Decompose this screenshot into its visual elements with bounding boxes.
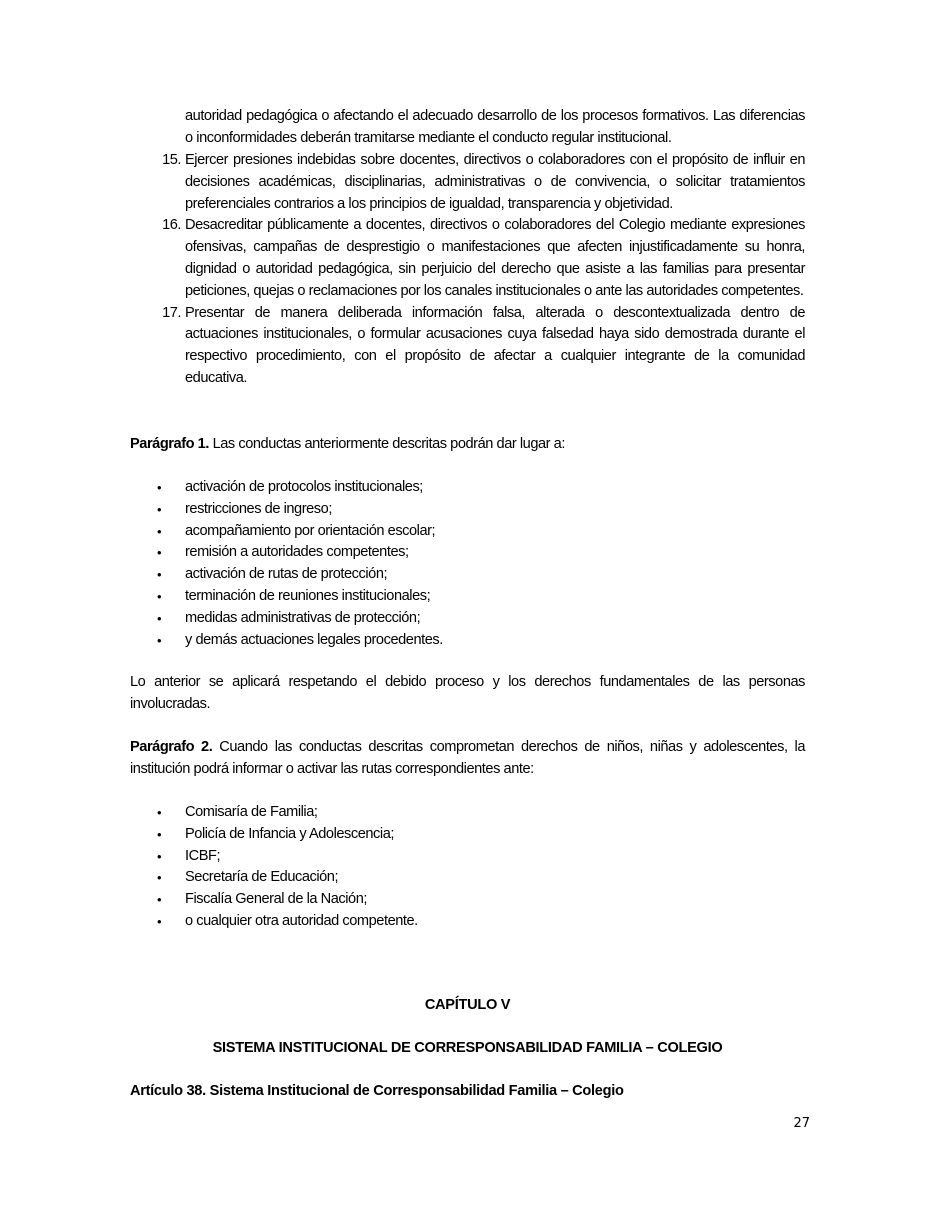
item-text: Ejercer presiones indebidas sobre docentes, directivos o colaboradores con el propósito de influir en decisiones académicas, disciplinarias, administrativas o de convivencia, o solicitar tratamientos preferenciales contrarios a los principios de igualdad, transparencia y objetividad. [185,152,805,212]
bullet-item: • Comisaría de Familia; [130,802,805,824]
paragrafo-1-bullets [130,477,805,651]
bullet-item: • activación de protocolos institucionales; [130,477,805,499]
chapter-subtitle: SISTEMA INSTITUCIONAL DE CORRESPONSABILIDAD FAMILIA – COLEGIO [212,1040,723,1056]
bullet-item: • acompañamiento por orientación escolar; [130,521,805,543]
paragrafo-2-bullets [130,802,805,933]
chapter-title: CAPÍTULO V [424,997,511,1013]
bullet-item: • Secretaría de Educación; [130,867,805,889]
item-number: 16. [162,217,181,234]
bullet-item: • restricciones de ingreso; [130,499,805,521]
bullet-item: • y demás actuaciones legales procedentes. [130,630,805,652]
list-item [130,215,805,302]
numbered-list [130,150,805,390]
list-item [130,150,805,215]
bullet-item: • activación de rutas de protección; [130,564,805,586]
bullet-item: • Fiscalía General de la Nación; [130,889,805,911]
list-item [130,303,805,390]
item-text: Desacreditar públicamente a docentes, directivos o colaboradores del Colegio mediante expresiones ofensivas, campañas de desprestigio o manifestaciones que afecten injustificadamente su honra, dignidad o autoridad pedagógica, sin perjuicio del derecho que asiste a las familias para presentar peticiones, quejas o reclamaciones por los canales institucionales o ante las autoridades competentes. [185,217,805,299]
bullet-item: • terminación de reuniones institucionales; [130,586,805,608]
paragrafo-2-label: Parágrafo 2. [130,739,213,755]
bullet-item: • remisión a autoridades competentes; [130,542,805,564]
bullet-item: • o cualquier otra autoridad competente. [130,911,805,933]
item-text: Presentar de manera deliberada información falsa, alterada o descontextualizada dentro de actuaciones institucionales, o formular acusaciones cuya falsedad haya sido demostrada durante el respectivo procedimiento, con el propósito de afectar a cualquier integrante de la comunidad educativa. [185,304,805,386]
paragrafo-2 [130,737,805,781]
bullet-item: • ICBF; [130,846,805,868]
paragrafo-2-text: Cuando las conductas descritas comprometan derechos de niños, niñas y adolescentes, la institución podrá informar o activar las rutas correspondientes ante: [130,739,805,777]
closing-paragraph: Lo anterior se aplicará respetando el debido proceso y los derechos fundamentales de las personas involucradas. [130,674,805,712]
page-number: 27 [793,1116,810,1131]
continuation-paragraph: autoridad pedagógica o afectando el adecuado desarrollo de los procesos formativos. Las diferencias o inconformidades deberán tramitarse mediante el conducto regular institucional. [185,108,805,146]
item-number: 15. [162,152,181,168]
item-number: 17. [162,304,181,321]
article-heading: Artículo 38. Sistema Institucional de Corresponsabilidad Familia – Colegio [130,1083,624,1099]
paragrafo-1-label: Parágrafo 1. [130,436,209,452]
paragrafo-1 [130,434,805,456]
bullet-item: • Policía de Infancia y Adolescencia; [130,824,805,846]
paragrafo-1-text: Las conductas anteriormente descritas podrán dar lugar a: [208,436,565,452]
bullet-item: • medidas administrativas de protección; [130,608,805,630]
